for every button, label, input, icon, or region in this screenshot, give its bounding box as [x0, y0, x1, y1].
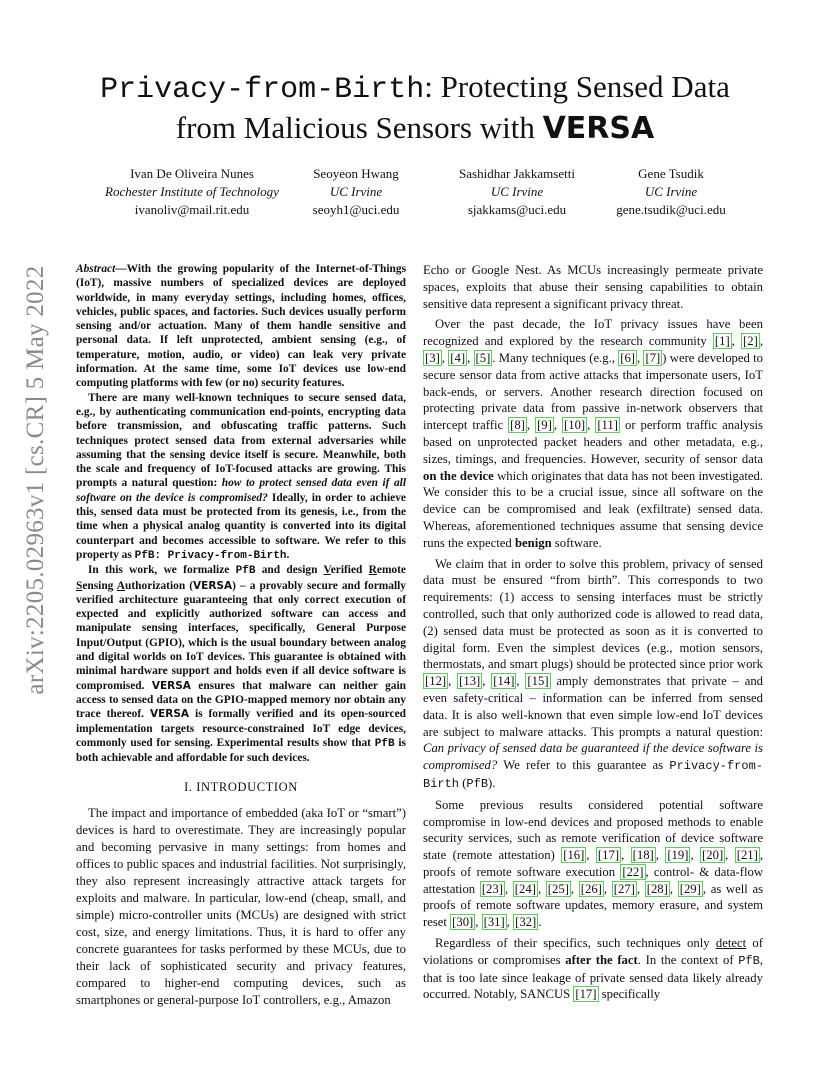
- citation-link[interactable]: [18]: [632, 848, 654, 863]
- body-paragraph: The impact and importance of embedded (aka IoT or “smart”) devices is hard to overestimate. They are increasingly popular and becoming pervasive in many settings: from homes and offices to public spaces and industrial facilities. Not surprisingly, they also represent increasingly attractive attack targets for exploits and malware. In particular, low-end (cheap, small, and simple) micro-controller units (MCUs) are designed with strict cost, size, and energy limitations. Thus, it is hard to offer any concrete guarantees for tasks performed by these MCUs, due to their lack of sophisticated security and privacy features, compared to higher-end computing devices, such as smartphones or general-purpose IoT controllers, e.g., Amazon: [76, 806, 406, 1008]
- author-name: Sashidhar Jakkamsetti: [459, 166, 575, 181]
- citation-link[interactable]: [29]: [679, 881, 701, 896]
- citation-link[interactable]: [32]: [515, 915, 537, 930]
- citation-link[interactable]: [1]: [714, 334, 730, 349]
- citation-link[interactable]: [11]: [597, 418, 618, 433]
- citation-link[interactable]: [28]: [646, 881, 668, 896]
- author-affiliation: UC Irvine: [329, 184, 383, 199]
- author-affiliation: UC Irvine: [490, 184, 544, 199]
- abstract-lead: Abstract: [76, 263, 116, 275]
- paper-title: [60, 68, 770, 148]
- author-block: [606, 165, 736, 219]
- citation-link[interactable]: [2]: [743, 334, 758, 349]
- author-email: ivanoliv@mail.rit.edu: [134, 202, 250, 217]
- citation-link[interactable]: [8]: [510, 418, 525, 433]
- author-email: gene.tsudik@uci.edu: [616, 202, 726, 217]
- author-block: [92, 165, 292, 219]
- citation-link[interactable]: [27]: [613, 881, 635, 896]
- author-email: sjakkams@uci.edu: [467, 202, 567, 217]
- citation-link[interactable]: [13]: [459, 674, 481, 689]
- citation-link[interactable]: [30]: [452, 915, 474, 930]
- author-name: Ivan De Oliveira Nunes: [130, 166, 254, 181]
- citation-link[interactable]: [21]: [736, 848, 758, 863]
- left-column: [76, 262, 406, 1009]
- arxiv-stamp: [14, 265, 58, 695]
- abstract-paragraph: Abstract—With the growing popularity of the Internet-of-Things (IoT), massive numbers of specialized devices are deployed worldwide, in many everyday settings, including homes, offices, vehicles, public spaces, and factories. Such devices usually perform sensing and/or actuation. Many of them handle sensitive and personal data. If left unprotected, ambient sensing (e.g., of temperature, motion, audio, or video) can leak very private information. At the same time, some IoT devices use low-end computing platforms with few (or no) security features.: [76, 263, 406, 390]
- author-name: Seoyeon Hwang: [313, 166, 399, 181]
- citation-link[interactable]: [22]: [622, 864, 644, 879]
- title-mono-part: Privacy-from-Birth: [100, 73, 425, 107]
- author-block: [300, 165, 412, 219]
- citation-link[interactable]: [14]: [493, 674, 515, 689]
- citation-link[interactable]: [4]: [450, 350, 466, 365]
- author-name: Gene Tsudik: [638, 166, 704, 181]
- author-email: seoyh1@uci.edu: [312, 202, 400, 217]
- abstract: [76, 262, 406, 765]
- body-paragraph: Regardless of their specifics, such techniques only detect of violations or compromises after the fact. In the context of PfB, that is too late since leakage of private sensed data likely already occurred. Notably, SANCUS [17] specifically: [423, 936, 764, 1002]
- author-affiliation: UC Irvine: [644, 184, 698, 199]
- abstract-paragraph: There are many well-known techniques to secure sensed data, e.g., by authenticating communication end-points, encrypting data before transmission, and obfuscating traffic patterns. Such techniques protect sensed data from external adversaries while assuming that the sensing device itself is secure. Meanwhile, both the scale and frequency of IoT-focused attacks are growing. This prompts a natural question: how to protect sensed data even if all software on the device is compromised? Ideally, in order to achieve this, sensed data must be protected from its genesis, i.e., from the time when a physical analog quantity is converted into its digital counterpart and becomes accessible to software. We refer to this property as PfB: Privacy-from-Birth.: [76, 391, 407, 562]
- citation-link[interactable]: [3]: [425, 350, 440, 365]
- intro-left: [76, 805, 406, 1009]
- body-paragraph: We claim that in order to solve this problem, privacy of sensed data must be ensured “from birth”. This corresponds to two requirements: (1) access to sensing interfaces must be strictly controlled, such that only authorized code is allowed to read data, (2) sensed data must be protected as soon as it is converted to digital form. Even the simplest devices (e.g., motion sensors, thermostats, and smart plugs) should be protected since prior work [12] , [13] , [14] , [15] amply demonstrates that private – and even safety-critical – information can be inferred from sensed data. It is also well-known that even simple low-end IoT devices are subject to malware attacks. This prompts a natural question: Can privacy of sensed data be guaranteed if the device software is compromised? We refer to this guarantee as Privacy-from-Birth (PfB).: [423, 556, 764, 791]
- citation-link[interactable]: [20]: [702, 848, 724, 863]
- citation-link[interactable]: [16]: [563, 848, 585, 863]
- title-rest-line1: : Protecting Sensed Data: [424, 69, 730, 104]
- citation-link[interactable]: [23]: [481, 881, 503, 896]
- author-block: [442, 165, 592, 219]
- citation-link[interactable]: [6]: [620, 350, 636, 365]
- right-column: [423, 262, 763, 1003]
- title-line2: from Malicious Sensors with: [175, 110, 543, 145]
- citation-link[interactable]: [12]: [425, 674, 447, 689]
- citation-link[interactable]: [31]: [483, 915, 505, 930]
- citation-link[interactable]: [7]: [645, 350, 661, 365]
- citation-link[interactable]: [26]: [580, 881, 602, 896]
- abstract-paragraph: In this work, we formalize PfB and design Verified Remote Sensing Authorization (VERSA) – a provably secure and formally verified architecture guaranteeing that only correct execution of expected and explicitly authorized software can access and manipulate sensing interfaces, specifically, General Purpose Input/Output (GPIO), which is the usual boundary between analog and digital worlds on IoT devices. This guarantee is obtained with minimal hardware support and holds even if all device software is compromised. VERSA ensures that malware can neither gain access to sensed data on the GPIO-mapped memory nor obtain any trace thereof. VERSA is formally verified and its open-sourced implementation targets resource-constrained IoT edge devices, commonly used for sensing. Experimental results show that PfB is both achievable and affordable for such devices.: [76, 564, 406, 765]
- author-affiliation: Rochester Institute of Technology: [105, 184, 279, 199]
- citation-link[interactable]: [17]: [597, 848, 620, 863]
- title-versa: VERSA: [542, 111, 655, 146]
- body-paragraph: Echo or Google Nest. As MCUs increasingly permeate private spaces, exploits that abuse their sensing capabilities to obtain sensitive data represent a significant privacy threat.: [423, 263, 763, 311]
- arxiv-stamp-text: arXiv:2205.02963v1 [cs.CR] 5 May 2022: [22, 265, 49, 695]
- citation-link[interactable]: [9]: [537, 418, 552, 433]
- section-heading: I. INTRODUCTION: [184, 780, 298, 795]
- citation-link[interactable]: [17]: [575, 987, 597, 1002]
- citation-link[interactable]: [25]: [547, 881, 569, 896]
- body-paragraph: Some previous results considered potential software compromise in low-end devices and proposed methods to enable security services, such as remote verification of device software state (remote attestation) [16] , [17] , [18] , [19] , [20] , [21] , proofs of remote software execution [22] , control- & data-flow attestation [23] , [24] , [25] , [26] , [27] , [28] , [29] , as well as proofs of remote software updates, memory erasure, and system reset [30] , [31] , [32] .: [423, 797, 764, 930]
- citation-link[interactable]: [19]: [667, 848, 689, 863]
- citation-link[interactable]: [5]: [475, 350, 491, 365]
- citation-link[interactable]: [24]: [514, 881, 536, 896]
- body-paragraph: Over the past decade, the IoT privacy issues have been recognized and explored by the research community [1] , [2] , [3] , [4] , [5] . Many techniques (e.g., [6] , [7] ) were developed to secure sensor data from active attacks that impersonate users, IoT back-ends, or servers. Another research direction focused on protecting private data from passive in-network observers that intercept traffic [8] , [9] , [10] , [11] or perform traffic analysis based on unprotected packet headers and other metadata, e.g., sizes, timings, and frequencies. However, security of sensor data on the device which originates that data has not been investigated. We consider this to be a crucial issue, since all software on the device can be compromised and leak (exfiltrate) sensed data. Whereas, aforementioned techniques assume that sensing device runs the expected benign software.: [423, 317, 764, 550]
- citation-link[interactable]: [10]: [564, 418, 586, 433]
- citation-link[interactable]: [15]: [527, 674, 549, 689]
